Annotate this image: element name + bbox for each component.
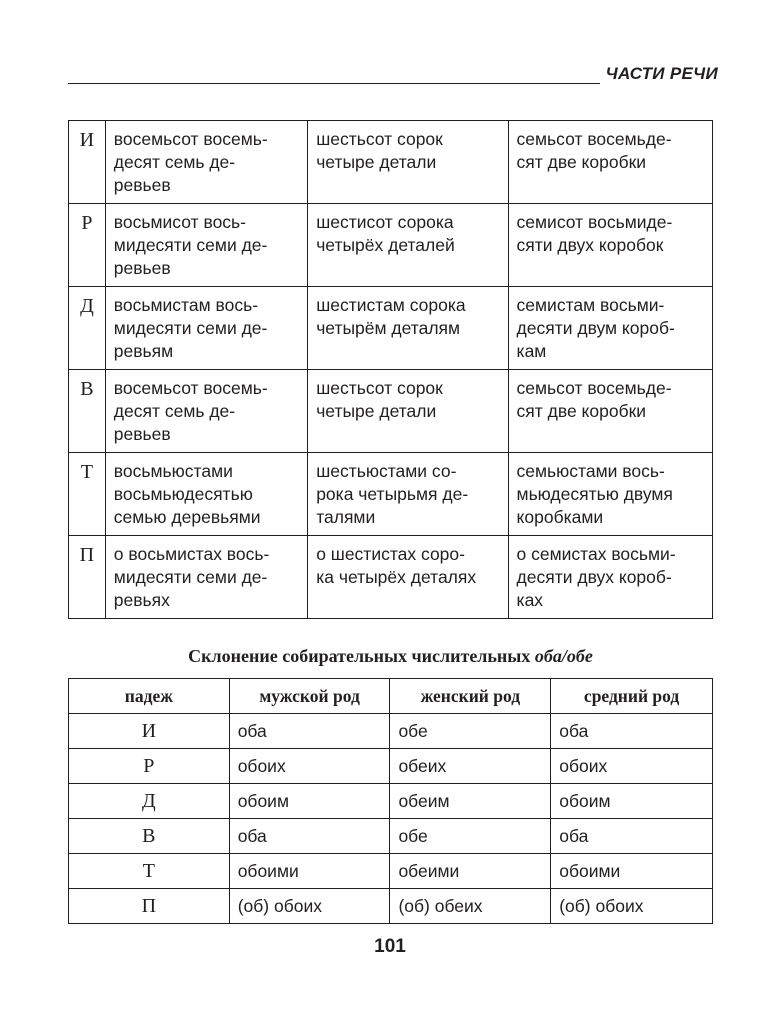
numeral-declension-table bbox=[68, 120, 713, 619]
table-cell: о семистах восьми- десяти двух короб- ках bbox=[508, 536, 712, 619]
table-cell: обеим bbox=[390, 784, 551, 819]
table-cell: обоих bbox=[551, 749, 713, 784]
table-cell: обе bbox=[390, 714, 551, 749]
table-row bbox=[69, 536, 713, 619]
column-header: мужской род bbox=[229, 679, 390, 714]
table-cell: оба bbox=[229, 714, 390, 749]
table-cell: шестьюстами со- рока четырьмя де- талями bbox=[308, 453, 508, 536]
column-header: средний род bbox=[551, 679, 713, 714]
table-cell: обоим bbox=[551, 784, 713, 819]
table-row bbox=[69, 453, 713, 536]
case-label: И bbox=[69, 121, 106, 204]
section-title: ЧАСТИ РЕЧИ bbox=[605, 64, 718, 83]
table-caption bbox=[68, 646, 713, 667]
table-cell: шестьсот сорок четыре детали bbox=[308, 121, 508, 204]
table-cell: восьмьюстами восьмьюдесятью семью деревьями bbox=[105, 453, 307, 536]
table-row bbox=[69, 370, 713, 453]
table-cell: обоими bbox=[551, 854, 713, 889]
case-label: П bbox=[69, 889, 230, 924]
table-row bbox=[69, 889, 713, 924]
table-cell: о восьмистах вось- мидесяти семи де- ревьях bbox=[105, 536, 307, 619]
table-row bbox=[69, 287, 713, 370]
table-cell: восемьсот восемь- десят семь де- ревьев bbox=[105, 121, 307, 204]
header-rule bbox=[68, 83, 600, 84]
case-label: Д bbox=[69, 784, 230, 819]
table-cell: обоим bbox=[229, 784, 390, 819]
page-number: 101 bbox=[374, 936, 406, 957]
table-row bbox=[69, 749, 713, 784]
case-label: Р bbox=[69, 204, 106, 287]
table-cell: семисот восьмиде- сяти двух коробок bbox=[508, 204, 712, 287]
table-cell: о шестистах соро- ка четырёх деталях bbox=[308, 536, 508, 619]
table-cell: оба bbox=[551, 819, 713, 854]
column-header: женский род bbox=[390, 679, 551, 714]
case-label: В bbox=[69, 819, 230, 854]
case-label: П bbox=[69, 536, 106, 619]
table-cell: (об) обоих bbox=[229, 889, 390, 924]
table-cell: семьюстами вось- мьюдесятью двумя коробками bbox=[508, 453, 712, 536]
table-cell: семистам восьми- десяти двум короб- кам bbox=[508, 287, 712, 370]
table-row bbox=[69, 121, 713, 204]
table-cell: шестьсот сорок четыре детали bbox=[308, 370, 508, 453]
table-cell: оба bbox=[551, 714, 713, 749]
table-cell: семьсот восемьде- сят две коробки bbox=[508, 121, 712, 204]
case-label: Р bbox=[69, 749, 230, 784]
case-label: В bbox=[69, 370, 106, 453]
table-cell: обеих bbox=[390, 749, 551, 784]
table-row bbox=[69, 784, 713, 819]
oba-obe-table bbox=[68, 678, 713, 924]
table-cell: оба bbox=[229, 819, 390, 854]
table-row bbox=[69, 204, 713, 287]
table-row bbox=[69, 714, 713, 749]
case-label: Т bbox=[69, 854, 230, 889]
caption-word: оба/обе bbox=[534, 646, 593, 666]
table-cell: обоими bbox=[229, 854, 390, 889]
table-cell: шестистам сорока четырём деталям bbox=[308, 287, 508, 370]
table-cell: (об) обеих bbox=[390, 889, 551, 924]
table-cell: обоих bbox=[229, 749, 390, 784]
table-row bbox=[69, 819, 713, 854]
table-cell: восьмистам вось- мидесяти семи де- ревьям bbox=[105, 287, 307, 370]
table-row bbox=[69, 854, 713, 889]
table-cell: шестисот сорока четырёх деталей bbox=[308, 204, 508, 287]
case-label: Т bbox=[69, 453, 106, 536]
header-row bbox=[69, 679, 713, 714]
case-label: И bbox=[69, 714, 230, 749]
table-cell: обе bbox=[390, 819, 551, 854]
table-cell: (об) обоих bbox=[551, 889, 713, 924]
table-cell: обеими bbox=[390, 854, 551, 889]
table-cell: восемьсот восемь- десят семь де- ревьев bbox=[105, 370, 307, 453]
caption-text: Склонение собирательных числительных bbox=[188, 646, 535, 666]
table-cell: семьсот восемьде- сят две коробки bbox=[508, 370, 712, 453]
table-cell: восьмисот вось- мидесяти семи де- ревьев bbox=[105, 204, 307, 287]
case-label: Д bbox=[69, 287, 106, 370]
column-header: падеж bbox=[69, 679, 230, 714]
